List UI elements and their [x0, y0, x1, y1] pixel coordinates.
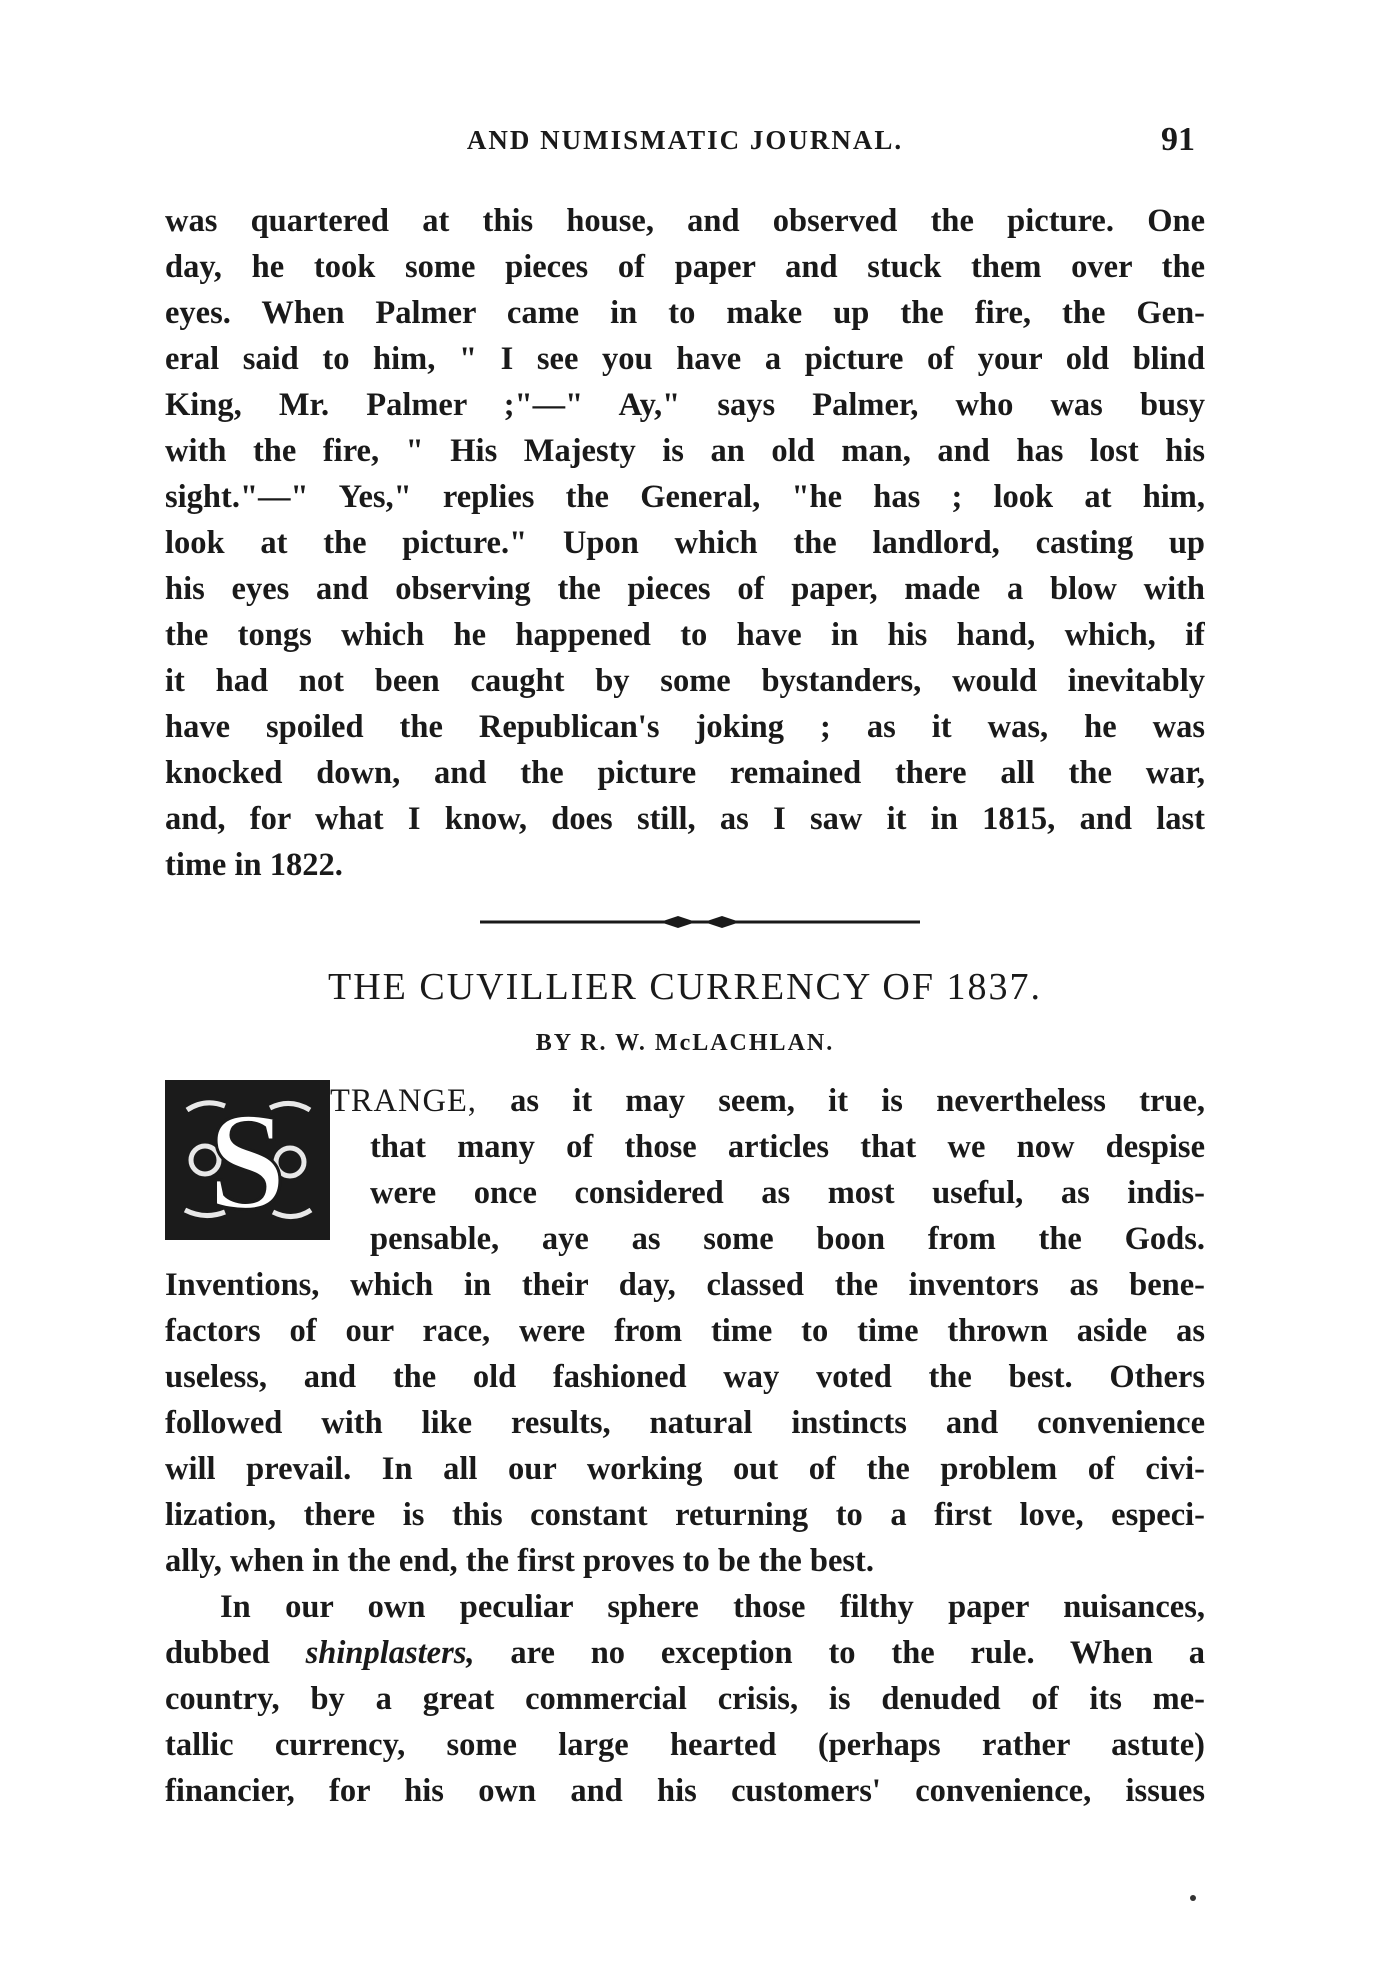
text-line: Inventions, which in their day, classed the inventors as bene- [165, 1267, 1205, 1303]
text-line [165, 1630, 1205, 1676]
section-divider-ornament [480, 912, 920, 932]
text-line: King, Mr. Palmer ;"—" Ay," says Palmer, who was busy [165, 387, 1205, 423]
text-line: day, he took some pieces of paper and stuck them over the [165, 249, 1205, 285]
text-line: have spoiled the Republican's joking ; as it was, he was [165, 709, 1205, 745]
text-line: the tongs which he happened to have in his hand, which, if [165, 617, 1205, 653]
text-line: that many of those articles that we now despise [370, 1129, 1205, 1165]
page-number: 91 [1161, 121, 1195, 158]
text-line: tallic currency, some large hearted (perhaps rather astute) [165, 1727, 1205, 1763]
text-line: his eyes and observing the pieces of paper, made a blow with [165, 571, 1205, 607]
text-fragment: are no exception to the rule. When a [474, 1635, 1205, 1671]
text-line: pensable, aye as some boon from the Gods. [370, 1221, 1205, 1257]
article-opening-paragraph [165, 1078, 1205, 1814]
continued-paragraph [165, 198, 1205, 888]
text-line: and, for what I know, does still, as I saw it in 1815, and last [165, 801, 1205, 837]
text-line: useless, and the old fashioned way voted the best. Others [165, 1359, 1205, 1395]
opening-caps-word: TRANGE, [330, 1083, 477, 1119]
italic-term: shinplasters, [305, 1635, 475, 1671]
text-line: time in 1822. [165, 847, 343, 883]
text-line: knocked down, and the picture remained there all the war, [165, 755, 1205, 791]
text-fragment: as it may seem, it is nevertheless true, [476, 1083, 1205, 1119]
text-line: In our own peculiar sphere those filthy paper nuisances, [220, 1589, 1205, 1625]
text-line: it had not been caught by some bystanders, would inevitably [165, 663, 1205, 699]
running-head [165, 121, 1205, 165]
text-line: look at the picture." Upon which the landlord, casting up [165, 525, 1205, 561]
dropcap-letter: S [208, 1084, 286, 1239]
text-fragment: dubbed [165, 1635, 306, 1671]
text-line: sight."—" Yes," replies the General, "he has ; look at him, [165, 479, 1205, 515]
text-line: ally, when in the end, the first proves to be the best. [165, 1543, 874, 1579]
article-title: THE CUVILLIER CURRENCY OF 1837. [328, 966, 1042, 1008]
text-line: was quartered at this house, and observed the picture. One [165, 203, 1205, 239]
text-line: will prevail. In all our working out of the problem of civi- [165, 1451, 1205, 1487]
running-title: AND NUMISMATIC JOURNAL. [466, 125, 904, 155]
text-line: lization, there is this constant returning to a first love, especi- [165, 1497, 1205, 1533]
text-line: factors of our race, were from time to time thrown aside as [165, 1313, 1205, 1349]
text-line: financier, for his own and his customers' convenience, issues [165, 1773, 1205, 1809]
text-line: with the fire, " His Majesty is an old man, and has lost his [165, 433, 1205, 469]
text-line: eyes. When Palmer came in to make up the fire, the Gen- [165, 295, 1205, 331]
text-line: were once considered as most useful, as indis- [370, 1175, 1205, 1211]
article-byline: BY R. W. McLACHLAN. [535, 1030, 835, 1056]
text-line: followed with like results, natural instincts and convenience [165, 1405, 1205, 1441]
text-line: country, by a great commercial crisis, is denuded of its me- [165, 1681, 1205, 1717]
print-speck [1190, 1895, 1196, 1901]
text-line [330, 1078, 1205, 1124]
text-line: eral said to him, " I see you have a picture of your old blind [165, 341, 1205, 377]
